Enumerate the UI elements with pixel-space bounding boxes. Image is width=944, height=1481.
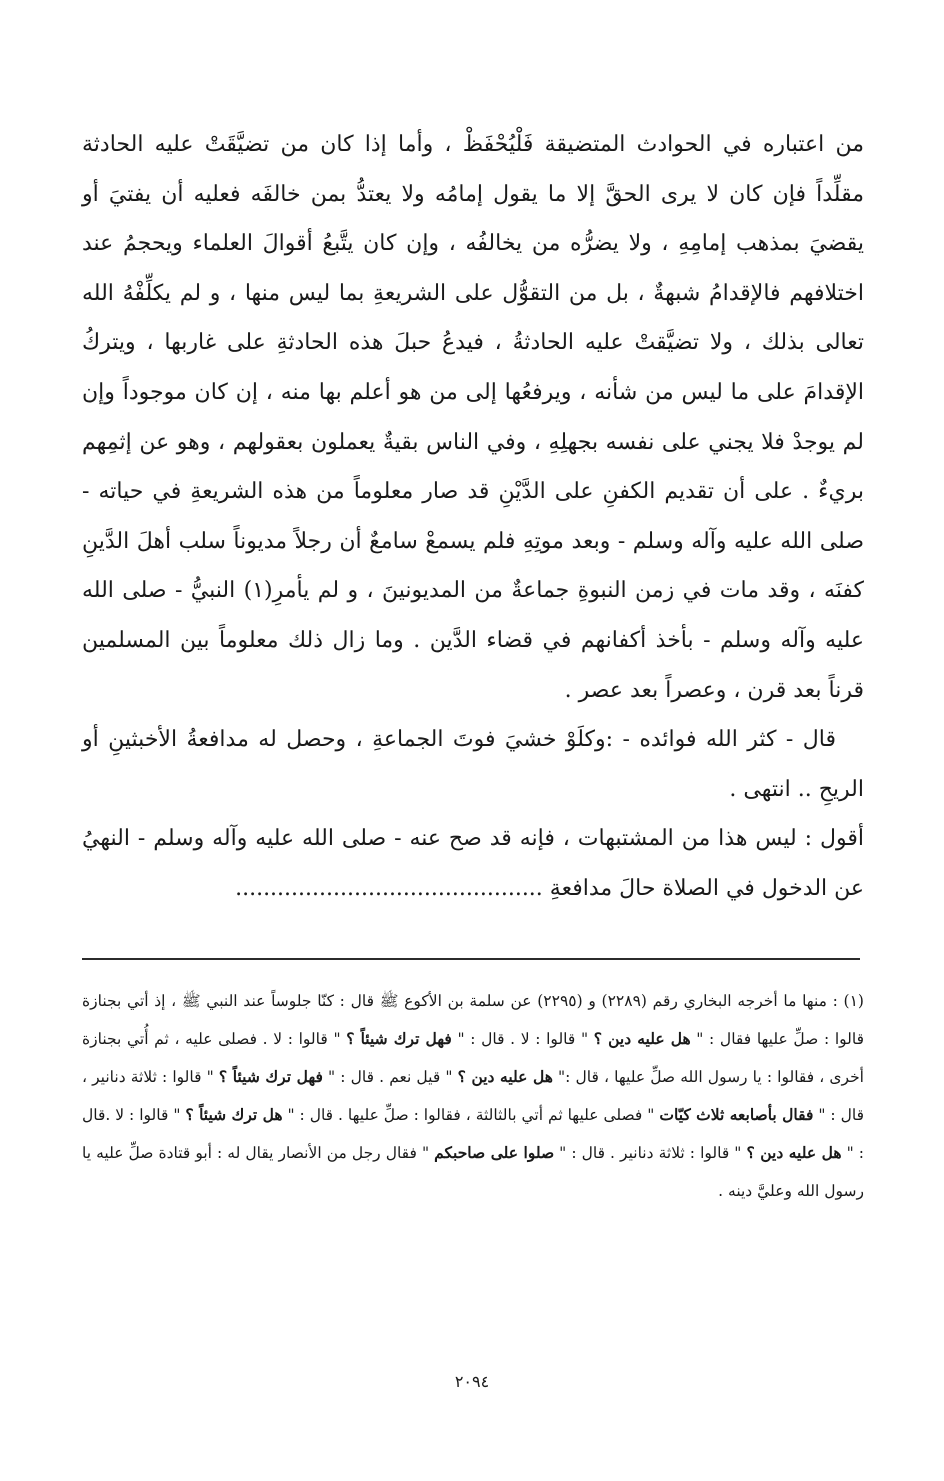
footnote-divider <box>82 958 860 960</box>
footnote-quote: فهل ترك شيئاً ؟ <box>218 1067 323 1086</box>
footnote-segment: " قالوا : ثلاثة دنانير . قال : " <box>554 1144 747 1162</box>
footnote-segment: (١) : منها ما أخرجه البخاري رقم (٢٢٨٩) و (٢٢٩٥) عن سلمة بن الأكوع ﷺ قال : كنّا جلوساً عند النبي ﷺ ، إذ أتي بجنازة قالوا : صلِّ عليها فقال : " <box>82 992 864 1048</box>
footnote-text <box>82 982 864 1210</box>
footnote-segment: " فقال رجل من الأنصار يقال له : أبو قتادة صلِّ عليه يا رسول الله وعليَّ دينه . <box>82 1144 864 1200</box>
footnote-segment: " قالوا : لا . قال : " <box>451 1030 594 1048</box>
footnote <box>82 982 864 1210</box>
footnote-quote: هل عليه دين ؟ <box>746 1143 842 1162</box>
footnote-segment: " قالوا : ثلاثة دنانير ، قال : " <box>82 1068 864 1124</box>
paragraph-2: قال - كثر الله فوائده - :وكلَوْ خشيَ فوتَ الجماعةِ ، وحصل له مدافعةُ الأخبثينِ أو الريحِ .. انتهى . <box>82 727 864 802</box>
footnote-quote: هل عليه دين ؟ <box>457 1067 553 1086</box>
footnote-segment: " فصلى عليها ثم أتي بالثالثة ، فقالوا : صلِّ عليها . قال : " <box>282 1106 660 1124</box>
footnote-segment: " قالوا : لا . فصلى عليه ، ثم أُتي بجنازة أخرى ، فقالوا : يا رسول الله صلِّ عليها ، قال :" <box>82 1030 864 1086</box>
page-number: ٢٠٩٤ <box>454 1372 490 1391</box>
paragraph-1: من اعتباره في الحوادث المتضيقة فَلْيُحْفَظْ ، وأما إذا كان من تضيَّقَتْ عليه الحادثة مقلِّداً فإن كان لا يرى الحقَّ إلا ما يقول إمامُه ولا يعتدُّ بمن خالفَه فعليه أن يفتيَ أو يقضيَ بمذهب إمامِهِ ، ولا يضرُّه من يخالفُه ، وإن كان يتَّبعُ أقوالَ العلماء ويحجمُ عند اختلافهم فالإقدامُ شبهةٌ ، بل من التقوُّل على الشريعةِ بما ليس منها ، و لم يكلِّفْهُ الله تعالى بذلك ، ولا تضيَّقتْ عليه الحادثةُ ، فيدعُ حبلَ هذه الحادثةِ على غاربها ، ويتركُ الإقدامَ على ما ليس من شأنه ، ويرفعُها إلى من هو أعلم بها منه ، إن كان موجوداً وإن لم يوجدْ فلا يجني على نفسه بجهلِهِ ، وفي الناس بقيةٌ يعملون بعقولهم ، وهو عن إثمِهم بريءٌ . على أن تقديم الكفنِ على الدَّيْنِ قد صار معلوماً من هذه الشريعةِ في حياته - صلى الله عليه وآله وسلم - وبعد موتِهِ فلم يسمعْ سامعٌ أن رجلاً مديوناً سلب أهلَ الدَّينِ كفنَه ، وقد مات في زمن النبوةِ جماعةٌ من المديونينَ ، و لم يأمرِ(١) النبيُّ - صلى الله عليه وآله وسلم - بأخذ أكفانهم في قضاء الدَّين . وما زال ذلك معلوماً بين المسلمين قرناً بعد قرن ، وعصراً بعد عصر . <box>82 132 864 703</box>
footnote-quote: صلوا على صاحبكم <box>434 1143 555 1162</box>
footnote-quote: هل عليه دين ؟ <box>593 1029 691 1048</box>
footnote-quote: فهل ترك شيئاً ؟ <box>346 1029 452 1048</box>
main-text <box>82 120 864 914</box>
footnote-quote: هل ترك شيئاً ؟ <box>185 1105 283 1124</box>
footnote-quote: فقال بأصابعه ثلاث كيّات <box>659 1105 814 1124</box>
footnote-segment: " قالوا : لا .قال : " <box>82 1106 864 1162</box>
paragraph-3: أقول : ليس هذا من المشتبهات ، فإنه قد صح عنه - صلى الله عليه وآله وسلم - النهيُ عن الدخول في الصلاة حالَ مدافعةِ ............................................ <box>82 826 864 901</box>
footnote-segment: " قيل نعم . قال : " <box>322 1068 458 1086</box>
